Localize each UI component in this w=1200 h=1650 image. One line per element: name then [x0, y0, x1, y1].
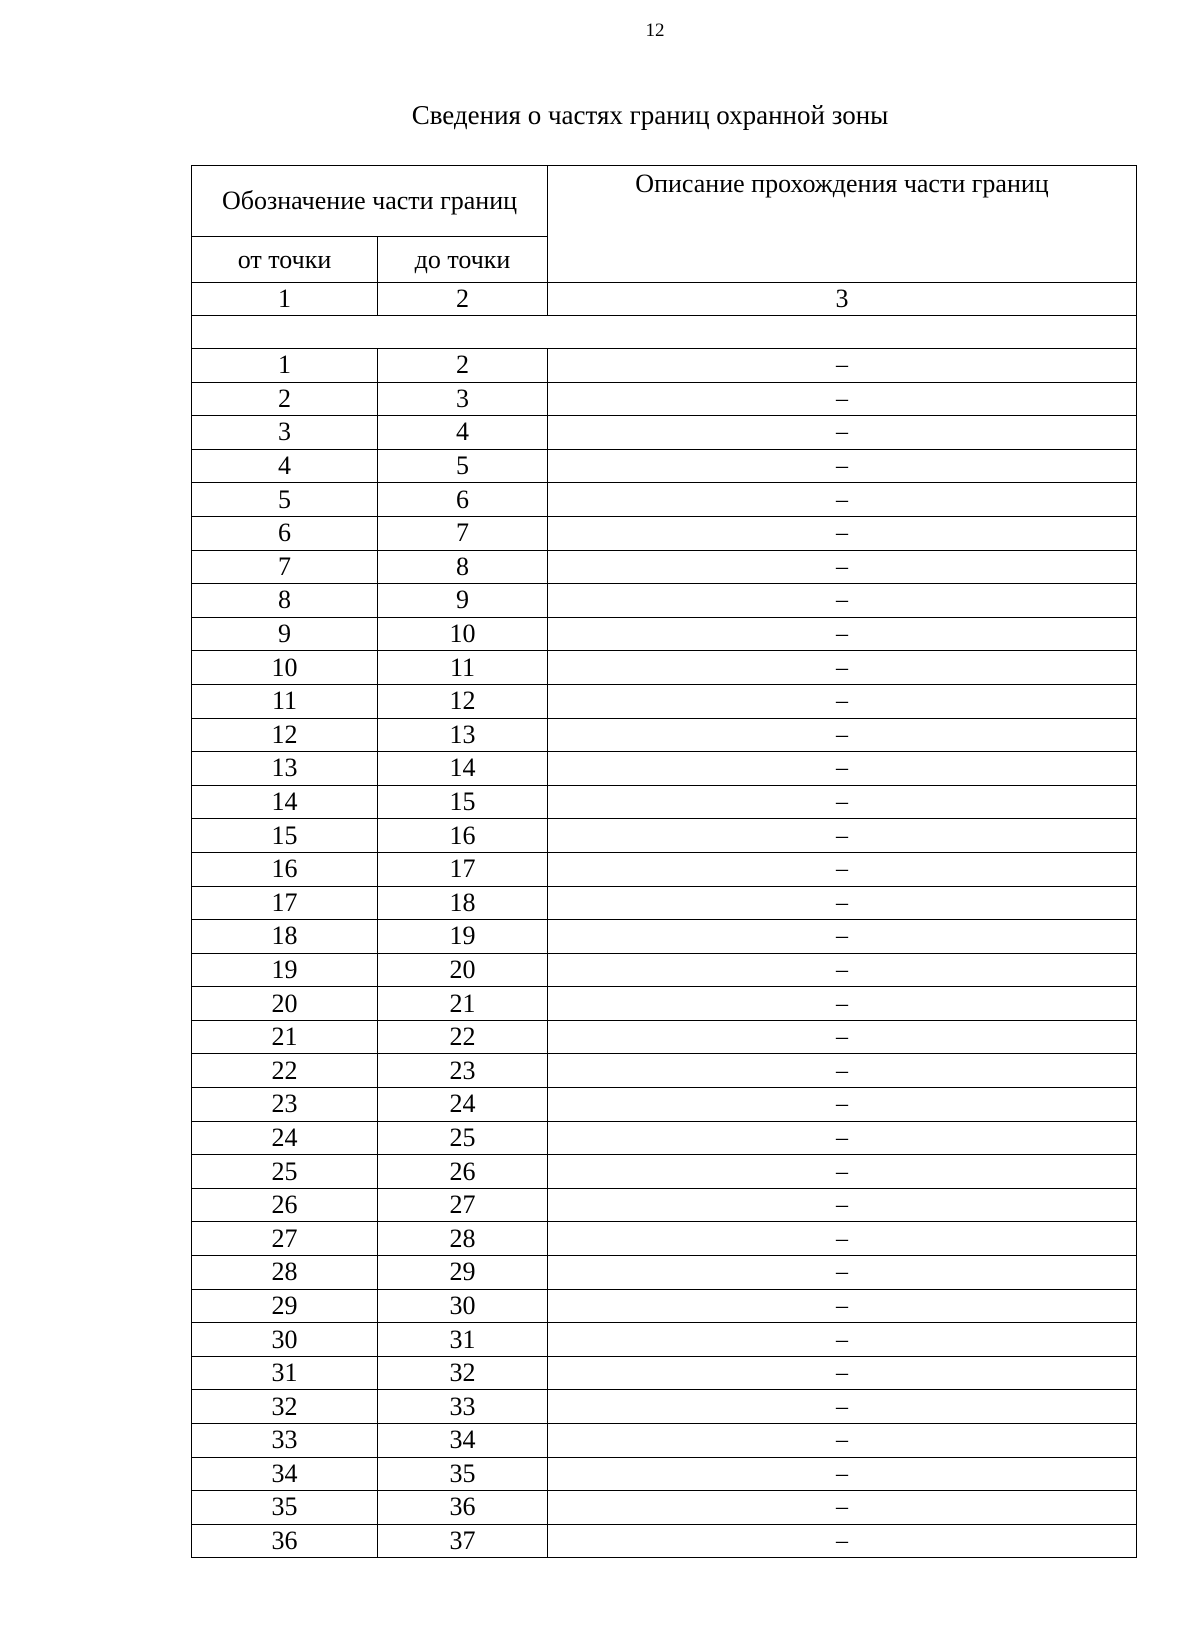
header-boundary-description: Описание прохождения части границ [548, 166, 1137, 283]
column-number-1: 1 [192, 283, 378, 316]
to-point-cell: 28 [378, 1222, 548, 1256]
table-row [192, 349, 1137, 383]
table-row [192, 852, 1137, 886]
from-point-cell: 27 [192, 1222, 378, 1256]
header-to-point: до точки [378, 237, 548, 283]
column-number-2: 2 [378, 283, 548, 316]
description-cell: – [548, 1188, 1137, 1222]
boundary-table-container [191, 165, 1136, 1558]
description-cell: – [548, 1020, 1137, 1054]
description-cell: – [548, 416, 1137, 450]
from-point-cell: 10 [192, 651, 378, 685]
from-point-cell: 19 [192, 953, 378, 987]
table-row [192, 1188, 1137, 1222]
to-point-cell: 4 [378, 416, 548, 450]
to-point-cell: 33 [378, 1390, 548, 1424]
to-point-cell: 16 [378, 819, 548, 853]
table-row [192, 920, 1137, 954]
from-point-cell: 9 [192, 617, 378, 651]
description-cell: – [548, 1356, 1137, 1390]
description-cell: – [548, 617, 1137, 651]
page-number: 12 [645, 20, 665, 41]
description-cell: – [548, 752, 1137, 786]
table-row [192, 1054, 1137, 1088]
to-point-cell: 37 [378, 1524, 548, 1558]
boundary-parts-table [191, 165, 1137, 1558]
to-point-cell: 21 [378, 987, 548, 1021]
description-cell: – [548, 483, 1137, 517]
to-point-cell: 10 [378, 617, 548, 651]
description-cell: – [548, 584, 1137, 618]
to-point-cell: 5 [378, 449, 548, 483]
from-point-cell: 8 [192, 584, 378, 618]
from-point-cell: 11 [192, 684, 378, 718]
description-cell: – [548, 684, 1137, 718]
to-point-cell: 15 [378, 785, 548, 819]
from-point-cell: 32 [192, 1390, 378, 1424]
to-point-cell: 26 [378, 1155, 548, 1189]
from-point-cell: 14 [192, 785, 378, 819]
description-cell: – [548, 852, 1137, 886]
to-point-cell: 34 [378, 1424, 548, 1458]
from-point-cell: 16 [192, 852, 378, 886]
description-cell: – [548, 953, 1137, 987]
description-cell: – [548, 1289, 1137, 1323]
table-row [192, 987, 1137, 1021]
from-point-cell: 13 [192, 752, 378, 786]
table-row [192, 1256, 1137, 1290]
description-cell: – [548, 1155, 1137, 1189]
to-point-cell: 22 [378, 1020, 548, 1054]
from-point-cell: 25 [192, 1155, 378, 1189]
to-point-cell: 3 [378, 382, 548, 416]
table-row [192, 416, 1137, 450]
table-row [192, 1121, 1137, 1155]
to-point-cell: 36 [378, 1491, 548, 1525]
from-point-cell: 1 [192, 349, 378, 383]
description-cell: – [548, 987, 1137, 1021]
description-cell: – [548, 1054, 1137, 1088]
table-row [192, 1088, 1137, 1122]
from-point-cell: 26 [192, 1188, 378, 1222]
to-point-cell: 7 [378, 516, 548, 550]
to-point-cell: 8 [378, 550, 548, 584]
to-point-cell: 32 [378, 1356, 548, 1390]
description-cell: – [548, 1256, 1137, 1290]
table-row [192, 1390, 1137, 1424]
to-point-cell: 35 [378, 1457, 548, 1491]
table-row [192, 886, 1137, 920]
to-point-cell: 20 [378, 953, 548, 987]
table-row [192, 1323, 1137, 1357]
description-cell: – [548, 718, 1137, 752]
from-point-cell: 15 [192, 819, 378, 853]
from-point-cell: 4 [192, 449, 378, 483]
from-point-cell: 30 [192, 1323, 378, 1357]
table-row [192, 752, 1137, 786]
description-cell: – [548, 1524, 1137, 1558]
to-point-cell: 12 [378, 684, 548, 718]
description-cell: – [548, 1088, 1137, 1122]
table-row [192, 785, 1137, 819]
to-point-cell: 18 [378, 886, 548, 920]
document-title: Сведения о частях границ охранной зоны [411, 100, 889, 130]
table-row [192, 1491, 1137, 1525]
description-cell: – [548, 1491, 1137, 1525]
from-point-cell: 5 [192, 483, 378, 517]
table-row [192, 1222, 1137, 1256]
description-cell: – [548, 550, 1137, 584]
section-spacer-cell [192, 316, 1137, 349]
table-row [192, 1155, 1137, 1189]
description-cell: – [548, 349, 1137, 383]
from-point-cell: 17 [192, 886, 378, 920]
table-row [192, 718, 1137, 752]
description-cell: – [548, 1121, 1137, 1155]
description-cell: – [548, 651, 1137, 685]
from-point-cell: 36 [192, 1524, 378, 1558]
table-row [192, 1020, 1137, 1054]
header-boundary-designation: Обозначение части границ [192, 166, 548, 237]
from-point-cell: 28 [192, 1256, 378, 1290]
to-point-cell: 24 [378, 1088, 548, 1122]
from-point-cell: 20 [192, 987, 378, 1021]
from-point-cell: 3 [192, 416, 378, 450]
from-point-cell: 24 [192, 1121, 378, 1155]
to-point-cell: 23 [378, 1054, 548, 1088]
description-cell: – [548, 1323, 1137, 1357]
from-point-cell: 6 [192, 516, 378, 550]
section-spacer-row [192, 316, 1137, 349]
from-point-cell: 12 [192, 718, 378, 752]
header-from-point: от точки [192, 237, 378, 283]
from-point-cell: 23 [192, 1088, 378, 1122]
from-point-cell: 18 [192, 920, 378, 954]
to-point-cell: 14 [378, 752, 548, 786]
to-point-cell: 25 [378, 1121, 548, 1155]
table-row [192, 617, 1137, 651]
column-number-3: 3 [548, 283, 1137, 316]
table-row [192, 819, 1137, 853]
table-row [192, 449, 1137, 483]
table-row [192, 953, 1137, 987]
description-cell: – [548, 1390, 1137, 1424]
to-point-cell: 17 [378, 852, 548, 886]
to-point-cell: 29 [378, 1256, 548, 1290]
description-cell: – [548, 785, 1137, 819]
from-point-cell: 35 [192, 1491, 378, 1525]
description-cell: – [548, 819, 1137, 853]
to-point-cell: 11 [378, 651, 548, 685]
from-point-cell: 7 [192, 550, 378, 584]
table-row [192, 651, 1137, 685]
to-point-cell: 30 [378, 1289, 548, 1323]
header-row-group [192, 166, 1137, 237]
table-row [192, 1356, 1137, 1390]
description-cell: – [548, 1222, 1137, 1256]
description-cell: – [548, 449, 1137, 483]
description-cell: – [548, 1457, 1137, 1491]
from-point-cell: 21 [192, 1020, 378, 1054]
from-point-cell: 2 [192, 382, 378, 416]
table-row [192, 1457, 1137, 1491]
description-cell: – [548, 382, 1137, 416]
from-point-cell: 34 [192, 1457, 378, 1491]
description-cell: – [548, 516, 1137, 550]
table-row [192, 584, 1137, 618]
to-point-cell: 19 [378, 920, 548, 954]
table-row [192, 684, 1137, 718]
to-point-cell: 13 [378, 718, 548, 752]
description-cell: – [548, 920, 1137, 954]
table-row [192, 516, 1137, 550]
from-point-cell: 31 [192, 1356, 378, 1390]
description-cell: – [548, 886, 1137, 920]
table-row [192, 382, 1137, 416]
column-number-row [192, 283, 1137, 316]
to-point-cell: 9 [378, 584, 548, 618]
table-row [192, 550, 1137, 584]
from-point-cell: 22 [192, 1054, 378, 1088]
from-point-cell: 29 [192, 1289, 378, 1323]
to-point-cell: 27 [378, 1188, 548, 1222]
to-point-cell: 6 [378, 483, 548, 517]
to-point-cell: 2 [378, 349, 548, 383]
table-row [192, 483, 1137, 517]
from-point-cell: 33 [192, 1424, 378, 1458]
table-row [192, 1424, 1137, 1458]
description-cell: – [548, 1424, 1137, 1458]
table-row [192, 1289, 1137, 1323]
table-row [192, 1524, 1137, 1558]
to-point-cell: 31 [378, 1323, 548, 1357]
